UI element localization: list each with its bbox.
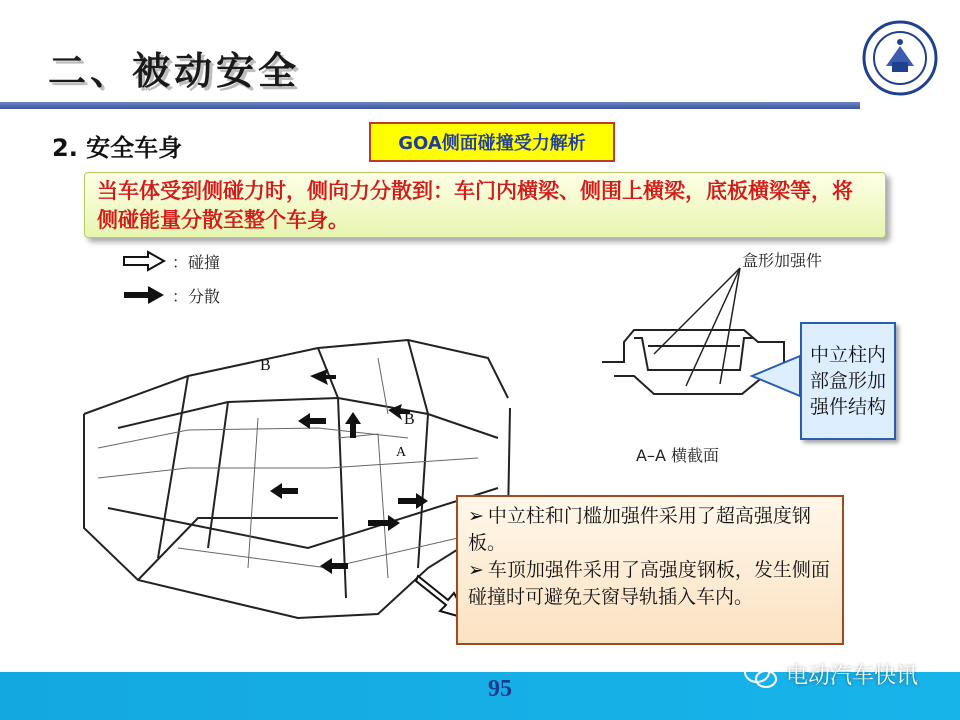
legend-dispersion bbox=[122, 278, 220, 312]
slide-title: 二、被动安全 bbox=[48, 49, 301, 93]
box-reinforcement-label: 盒形加强件 bbox=[742, 251, 823, 270]
label-a: A bbox=[396, 445, 407, 460]
bullet-text: 中立柱和门槛加强件采用了超高强度钢板。 bbox=[468, 505, 811, 554]
cross-section-caption: A–A 横截面 bbox=[636, 446, 719, 465]
highlight-box: GOA侧面碰撞受力解析 bbox=[369, 122, 615, 162]
label-b-top: B bbox=[260, 357, 271, 374]
car-outline bbox=[84, 340, 510, 618]
page-number: 95 bbox=[488, 676, 512, 702]
legend-dispersion-label: ：分散 bbox=[172, 286, 221, 306]
legend bbox=[122, 244, 220, 312]
hollow-arrow-icon bbox=[122, 250, 166, 272]
leader-lines bbox=[654, 268, 740, 386]
wechat-icon bbox=[744, 660, 778, 690]
legend-collision bbox=[122, 244, 220, 278]
bullet-item bbox=[468, 503, 832, 557]
pillar-callout: 中立柱内部盒形加强件结构 bbox=[800, 322, 896, 440]
bullet-mark: ➢ bbox=[468, 505, 484, 527]
car-body-diagram bbox=[78, 318, 518, 630]
bullet-mark: ➢ bbox=[468, 559, 484, 581]
legend-collision-label: ：碰撞 bbox=[172, 252, 221, 272]
bullet-text: 车顶加强件采用了高强度钢板，发生侧面碰撞时可避免天窗导轨插入车内。 bbox=[468, 559, 830, 608]
callout-pointer bbox=[752, 356, 800, 396]
title-divider bbox=[0, 102, 860, 109]
label-b-pillar: B bbox=[404, 411, 415, 428]
bullet-list bbox=[456, 495, 844, 645]
university-seal-icon bbox=[862, 20, 938, 96]
callout-text: 当车体受到侧碰力时，侧向力分散到：车门内横梁、侧围上横梁，底板横梁等，将侧碰能量分散至整个车身。 bbox=[84, 172, 886, 238]
solid-arrow-icon bbox=[122, 284, 166, 306]
section-title: 2. 安全车身 bbox=[52, 134, 183, 162]
watermark-text: 电动汽车快讯 bbox=[786, 664, 919, 689]
watermark bbox=[744, 659, 918, 690]
bullet-item bbox=[468, 557, 832, 611]
